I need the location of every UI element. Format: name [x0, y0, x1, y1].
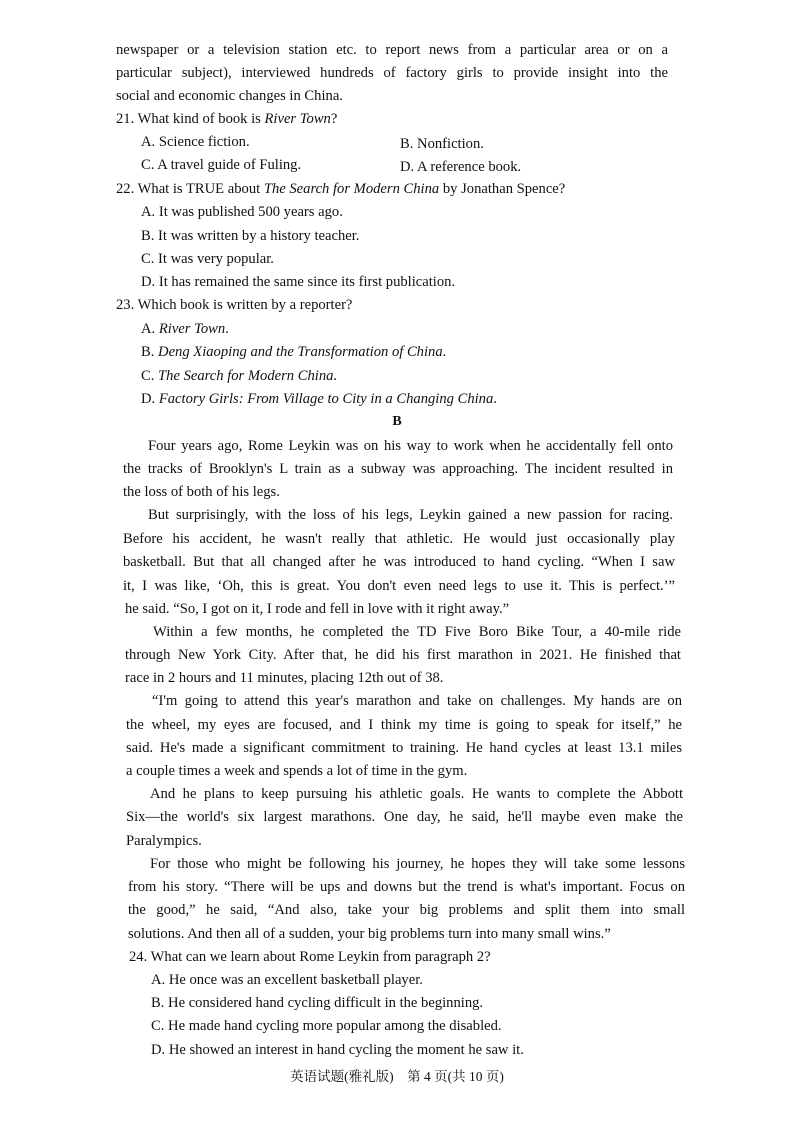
- question-21-option-b: B. Nonfiction.: [400, 136, 484, 152]
- passage-p2-line-1: But surprisingly, with the loss of his legs, Leykin gained a new passion for racing.: [148, 507, 673, 523]
- passage-p6-line-2: from his story. “There will be ups and downs but the trend is what's important. Focus on: [128, 879, 685, 895]
- top-paragraph-line-3: social and economic changes in China.: [116, 88, 343, 104]
- question-21-option-c: C. A travel guide of Fuling.: [141, 157, 302, 173]
- question-24-option-c: C. He made hand cycling more popular among the disabled.: [151, 1018, 502, 1034]
- question-23-stem: 23. Which book is written by a reporter?: [116, 297, 353, 313]
- page-footer: 英语试题(雅礼版) 第 4 页(共 10 页): [290, 1069, 504, 1084]
- question-21-prefix: 21. What kind of book is: [116, 111, 265, 127]
- question-23-option-c-label: C.: [141, 368, 159, 384]
- passage-p4-line-2: the wheel, my eyes are focused, and I think my time is going to speak for itself,” he: [126, 717, 682, 733]
- passage-p3-line-1: Within a few months, he completed the TD Five Boro Bike Tour, a 40-mile ride: [153, 624, 681, 640]
- question-24-option-d: D. He showed an interest in hand cycling the moment he saw it.: [151, 1042, 524, 1058]
- passage-p1-line-3: the loss of both of his legs.: [123, 484, 280, 500]
- question-23-option-b: B. Deng Xiaoping and the Transformation of China.: [141, 344, 447, 360]
- question-23-option-b-label: B.: [141, 344, 159, 360]
- question-23-option-c-title: The Search for Modern China: [158, 368, 334, 384]
- question-21-stem: [116, 109, 337, 129]
- passage-p3-line-3: race in 2 hours and 11 minutes, placing 12th out of 38.: [125, 670, 444, 686]
- question-23-option-d-label: D.: [141, 391, 159, 407]
- passage-p2-line-3: basketball. But that all changed after he was introduced to hand cycling. “When I saw: [123, 554, 675, 570]
- question-24-stem: 24. What can we learn about Rome Leykin from paragraph 2?: [129, 949, 491, 965]
- question-21-option-d: D. A reference book.: [400, 159, 522, 175]
- question-22-suffix: by Jonathan Spence?: [439, 181, 566, 197]
- passage-p2-line-5: he said. “So, I got on it, I rode and fell in love with it right away.”: [125, 601, 510, 617]
- question-21-option-a: A. Science fiction.: [141, 134, 250, 150]
- passage-p4-line-4: a couple times a week and spends a lot of time in the gym.: [126, 763, 468, 779]
- passage-p1-line-2: the tracks of Brooklyn's L train as a subway was approaching. The incident resulted in: [123, 461, 673, 477]
- question-23-option-d-title: Factory Girls: From Village to City in a Changing China: [158, 391, 494, 407]
- passage-p5-line-1: And he plans to keep pursuing his athletic goals. He wants to complete the Abbott: [150, 786, 683, 802]
- question-22-prefix: 22. What is TRUE about: [116, 181, 264, 197]
- question-21-suffix: ?: [330, 111, 338, 127]
- passage-p6-line-3: the good,” he said, “And also, take your big problems and split them into small: [128, 902, 685, 918]
- question-22-option-a: A. It was published 500 years ago.: [141, 204, 343, 220]
- question-24-option-b: B. He considered hand cycling difficult in the beginning.: [151, 995, 484, 1011]
- question-23-option-a-label: A.: [141, 321, 159, 337]
- question-23-option-a: A. River Town.: [141, 321, 229, 337]
- passage-p4-line-3: said. He's made a significant commitment to training. He hand cycles at least 13.1 miles: [126, 740, 682, 756]
- question-23-option-c: C. The Search for Modern China.: [141, 368, 338, 384]
- question-23-option-d: D. Factory Girls: From Village to City in a Changing China.: [141, 391, 497, 407]
- passage-p3-line-2: through New York City. After that, he did his first marathon in 2021. He finished that: [125, 647, 681, 663]
- section-b-heading: B: [392, 414, 402, 429]
- question-22-option-d: D. It has remained the same since its first publication.: [141, 274, 456, 290]
- passage-p6-line-1: For those who might be following his journey, he hopes they will take some lessons: [150, 856, 685, 872]
- question-24-option-a: A. He once was an excellent basketball player.: [151, 972, 423, 988]
- passage-p5-line-3: Paralympics.: [126, 833, 202, 849]
- question-21-title: River Town: [264, 111, 331, 127]
- question-23-option-a-title: River Town: [158, 321, 226, 337]
- top-paragraph-line-2: particular subject), interviewed hundreds of factory girls to provide insight into the: [116, 65, 668, 81]
- passage-p2-line-4: it, I was like, ‘Oh, this is great. You don't even need legs to use it. This is perfect.’”: [123, 578, 675, 594]
- passage-p5-line-2: Six—the world's six largest marathons. One day, he said, he'll maybe even make the: [126, 809, 683, 825]
- question-22-stem: [116, 179, 565, 199]
- question-22-option-c: C. It was very popular.: [141, 251, 274, 267]
- top-paragraph-line-1: newspaper or a television station etc. to report news from a particular area or on a: [116, 42, 668, 58]
- question-22-title: The Search for Modern China: [263, 181, 440, 197]
- question-22-option-b: B. It was written by a history teacher.: [141, 228, 360, 244]
- passage-p1-line-1: Four years ago, Rome Leykin was on his way to work when he accidentally fell onto: [148, 438, 673, 454]
- passage-p4-line-1: “I'm going to attend this year's marathon and take on challenges. My hands are on: [152, 693, 682, 709]
- passage-p6-line-4: solutions. And then all of a sudden, your big problems turn into many small wins.”: [128, 926, 611, 942]
- question-23-option-b-title: Deng Xiaoping and the Transformation of China: [158, 344, 443, 360]
- passage-p2-line-2: Before his accident, he wasn't really that athletic. He would just occasionally play: [123, 531, 675, 547]
